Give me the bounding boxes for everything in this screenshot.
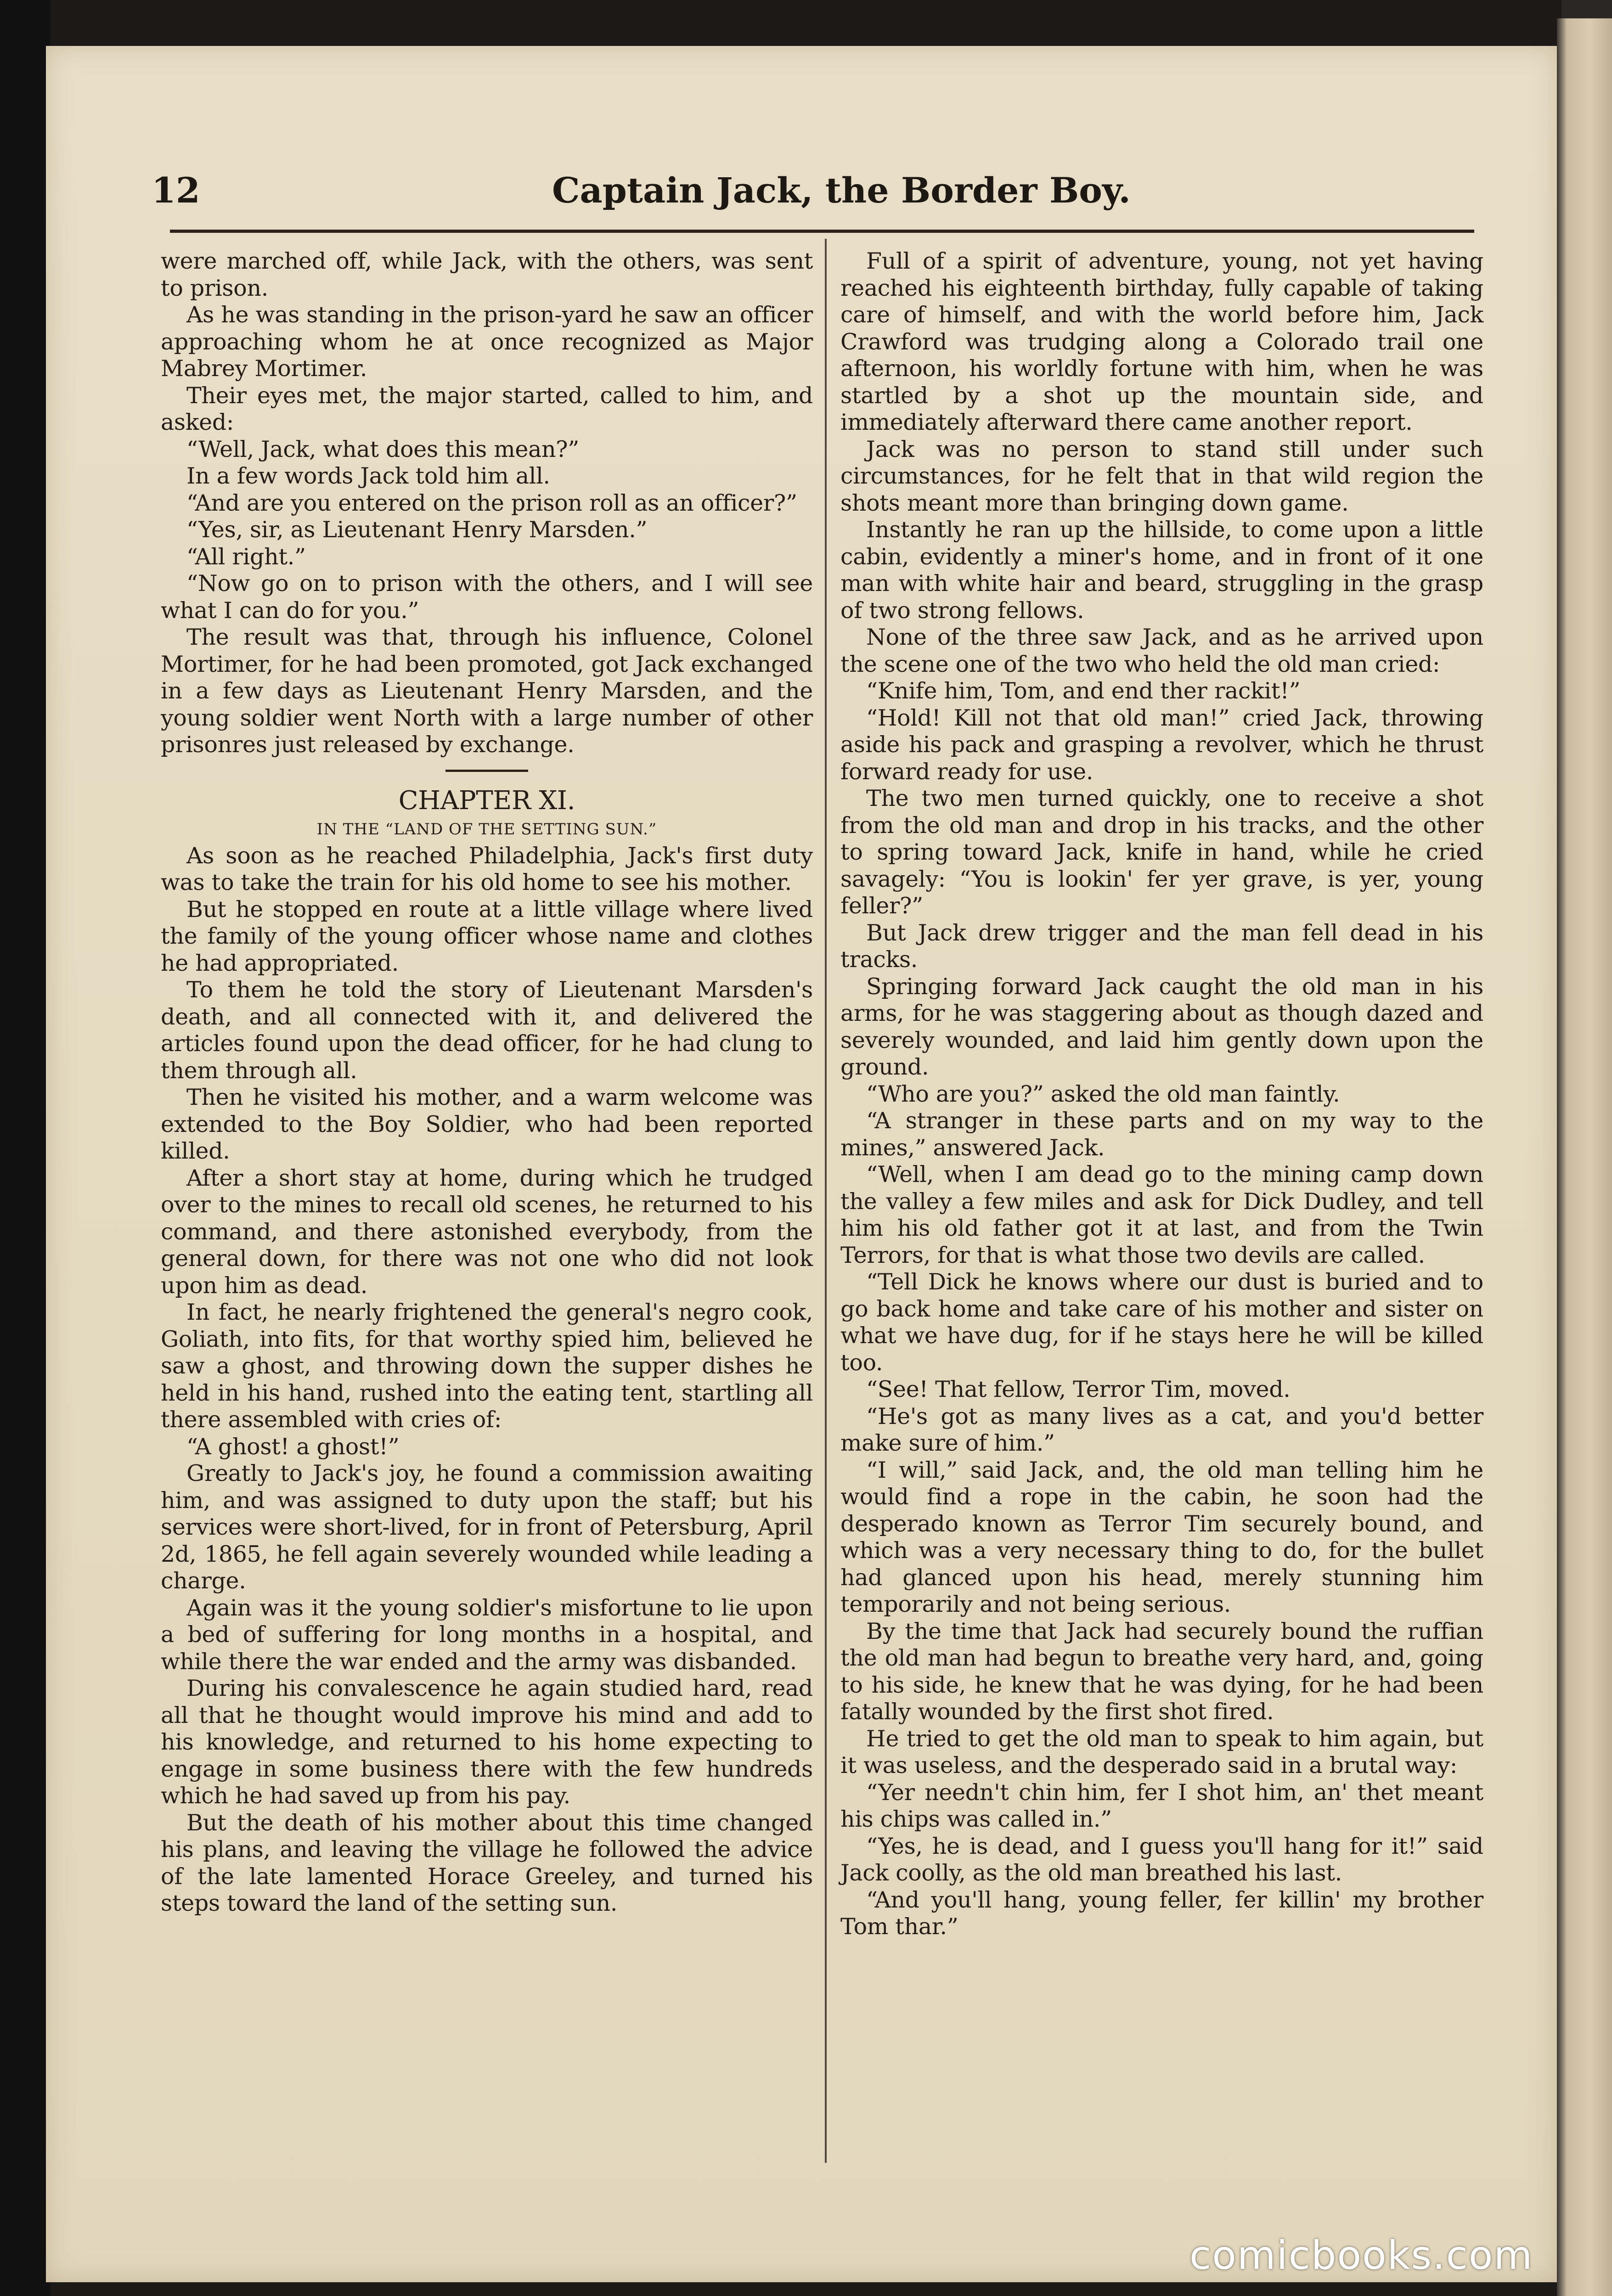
paragraph: “See! That fellow, Terror Tim, moved. bbox=[866, 1376, 1291, 1402]
paragraph: “Well, Jack, what does this mean?” bbox=[186, 436, 579, 462]
header-rule bbox=[170, 230, 1474, 233]
chapter-heading: CHAPTER XI. bbox=[398, 785, 575, 816]
paragraph: Greatly to Jack's joy, he found a commission awaiting him, and was assigned to duty upon the staff; but his services were short-lived, for in front of Petersburg, April 2d, 1865, he fell again severely wounded while leading a charge. bbox=[161, 1460, 813, 1594]
paragraph: To them he told the story of Lieutenant Marsden's death, and all connected with it, and delivered the articles found upon the dead officer, for he had clung to them through all. bbox=[161, 977, 813, 1084]
paragraph: He tried to get the old man to speak to him again, but it was useless, and the desperado said in a brutal way: bbox=[840, 1725, 1483, 1778]
paragraph: “Yes, sir, as Lieutenant Henry Marsden.” bbox=[186, 517, 648, 543]
paragraph: “Well, when I am dead go to the mining camp down the valley a few miles and ask for Dick Dudley, and tell him his old father got it at last, and from the Twin Terrors, for that is what those two devils are called. bbox=[840, 1161, 1483, 1268]
paragraph: “Yer needn't chin him, fer I shot him, an' thet meant his chips was called in.” bbox=[840, 1779, 1483, 1832]
paragraph: “A stranger in these parts and on my way to the mines,” answered Jack. bbox=[840, 1108, 1483, 1161]
paragraph: But he stopped en route at a little village where lived the family of the young officer whose name and clothes he had appropriated. bbox=[161, 896, 813, 976]
paragraph: “Hold! Kill not that old man!” cried Jack, throwing aside his pack and grasping a revolver, which he thrust forward ready for use. bbox=[840, 704, 1483, 785]
paragraph: Again was it the young soldier's misfortune to lie upon a bed of suffering for long months in a hospital, and while there the war ended and the army was disbanded. bbox=[161, 1594, 813, 1675]
paragraph: “A ghost! a ghost!” bbox=[186, 1433, 400, 1460]
paragraph: As he was standing in the prison-yard he saw an officer approaching whom he at once recognized as Major Mabrey Mortimer. bbox=[161, 302, 813, 382]
watermark: comicbooks.com bbox=[1189, 2233, 1533, 2279]
chapter-rule bbox=[445, 770, 528, 772]
paragraph: By the time that Jack had securely bound the ruffian the old man had begun to breathe very hard, and, going to his side, he knew that he was dying, for he had been fatally wounded by the first shot fired. bbox=[840, 1618, 1483, 1725]
paragraph: As soon as he reached Philadelphia, Jack's first duty was to take the train for his old home to see his mother. bbox=[161, 842, 813, 895]
paragraph: During his convalescence he again studied hard, read all that he thought would improve his mind and add to his knowledge, and returned to his home expecting to engage in some business there with the few hundreds which he had saved up from his pay. bbox=[161, 1675, 813, 1809]
paragraph: But the death of his mother about this time changed his plans, and leaving the village he followed the advice of the late lamented Horace Greeley, and turned his steps toward the land of the setting sun. bbox=[161, 1809, 813, 1916]
paragraph: After a short stay at home, during which he trudged over to the mines to recall old scenes, he returned to his command, and there astonished everybody, from the general down, for there was not one who did not look upon him as dead. bbox=[161, 1165, 813, 1299]
paragraph: None of the three saw Jack, and as he arrived upon the scene one of the two who held the old man cried: bbox=[840, 624, 1483, 677]
adjacent-page-edge bbox=[1557, 18, 1612, 2296]
right-column bbox=[840, 248, 1483, 1941]
paragraph: “Yes, he is dead, and I guess you'll hang for it!” said Jack coolly, as the old man breathed his last. bbox=[840, 1833, 1483, 1886]
paragraph: Their eyes met, the major started, called to him, and asked: bbox=[161, 382, 813, 435]
chapter-subtitle: IN THE “LAND OF THE SETTING SUN.” bbox=[316, 820, 657, 838]
paragraph: “And you'll hang, young feller, fer killin' my brother Tom thar.” bbox=[840, 1886, 1483, 1940]
paragraph: “Tell Dick he knows where our dust is buried and to go back home and take care of his mother and sister on what we have dug, for if he stays here he will be killed too. bbox=[840, 1269, 1483, 1376]
page-number: 12 bbox=[152, 170, 200, 211]
paragraph: “Now go on to prison with the others, and I will see what I can do for you.” bbox=[161, 570, 813, 624]
paragraph: “Knife him, Tom, and end ther rackit!” bbox=[866, 678, 1301, 704]
paragraph: The result was that, through his influence, Colonel Mortimer, for he had been promoted, got Jack exchanged in a few days as Lieutenant Henry Marsden, and the young soldier went North with a large number of other prisonres just released by exchange. bbox=[161, 624, 813, 758]
paragraph: Then he visited his mother, and a warm welcome was extended to the Boy Soldier, who had been reported killed. bbox=[161, 1084, 813, 1164]
paragraph: The two men turned quickly, one to receive a shot from the old man and drop in his tracks, and the other to spring toward Jack, knife in hand, while he cried savagely: “You is lookin' fer yer grave, is yer, young feller?” bbox=[840, 785, 1483, 919]
paragraph: “He's got as many lives as a cat, and you'd better make sure of him.” bbox=[840, 1403, 1483, 1456]
paragraph: Full of a spirit of adventure, young, not yet having reached his eighteenth birthday, fully capable of taking care of himself, and with the world before him, Jack Crawford was trudging along a Colorado trail one afternoon, his worldly fortune with him, when he was startled by a shot up the mountain side, and immediately afterward there came another report. bbox=[840, 248, 1483, 435]
paragraph: “I will,” said Jack, and, the old man telling him he would find a rope in the cabin, he soon had the desperado known as Terror Tim securely bound, and which was a very necessary thing to do, for the bullet had glanced upon his head, merely stunning him temporarily and not being serious. bbox=[840, 1457, 1483, 1617]
paragraph: Springing forward Jack caught the old man in his arms, for he was staggering about as though dazed and severely wounded, and laid him gently down upon the ground. bbox=[840, 973, 1483, 1080]
paragraph: “Who are you?” asked the old man faintly. bbox=[866, 1080, 1340, 1107]
paragraph: Instantly he ran up the hillside, to come upon a little cabin, evidently a miner's home, and in front of it one man with white hair and beard, struggling in the grasp of two strong fellows. bbox=[840, 517, 1483, 624]
paragraph: But Jack drew trigger and the man fell dead in his tracks. bbox=[840, 919, 1483, 973]
paragraph: In fact, he nearly frightened the general's negro cook, Goliath, into fits, for that worthy spied him, believed he saw a ghost, and throwing down the supper dishes he held in his hand, rushed into the eating tent, startling all there assembled with cries of: bbox=[161, 1299, 813, 1433]
paragraph: Jack was no person to stand still under such circumstances, for he felt that in that wild region the shots meant more than bringing down game. bbox=[840, 436, 1483, 516]
running-header bbox=[152, 170, 1483, 225]
running-title: Captain Jack, the Border Boy. bbox=[552, 170, 1131, 211]
scan-background-left bbox=[0, 0, 51, 2296]
paragraph: In a few words Jack told him all. bbox=[186, 463, 550, 489]
paragraph: were marched off, while Jack, with the others, was sent to prison. bbox=[161, 248, 813, 301]
column-divider bbox=[825, 239, 827, 2163]
paragraph: “All right.” bbox=[186, 543, 306, 570]
left-column bbox=[161, 248, 813, 1917]
paragraph: “And are you entered on the prison roll as an officer?” bbox=[186, 490, 797, 516]
